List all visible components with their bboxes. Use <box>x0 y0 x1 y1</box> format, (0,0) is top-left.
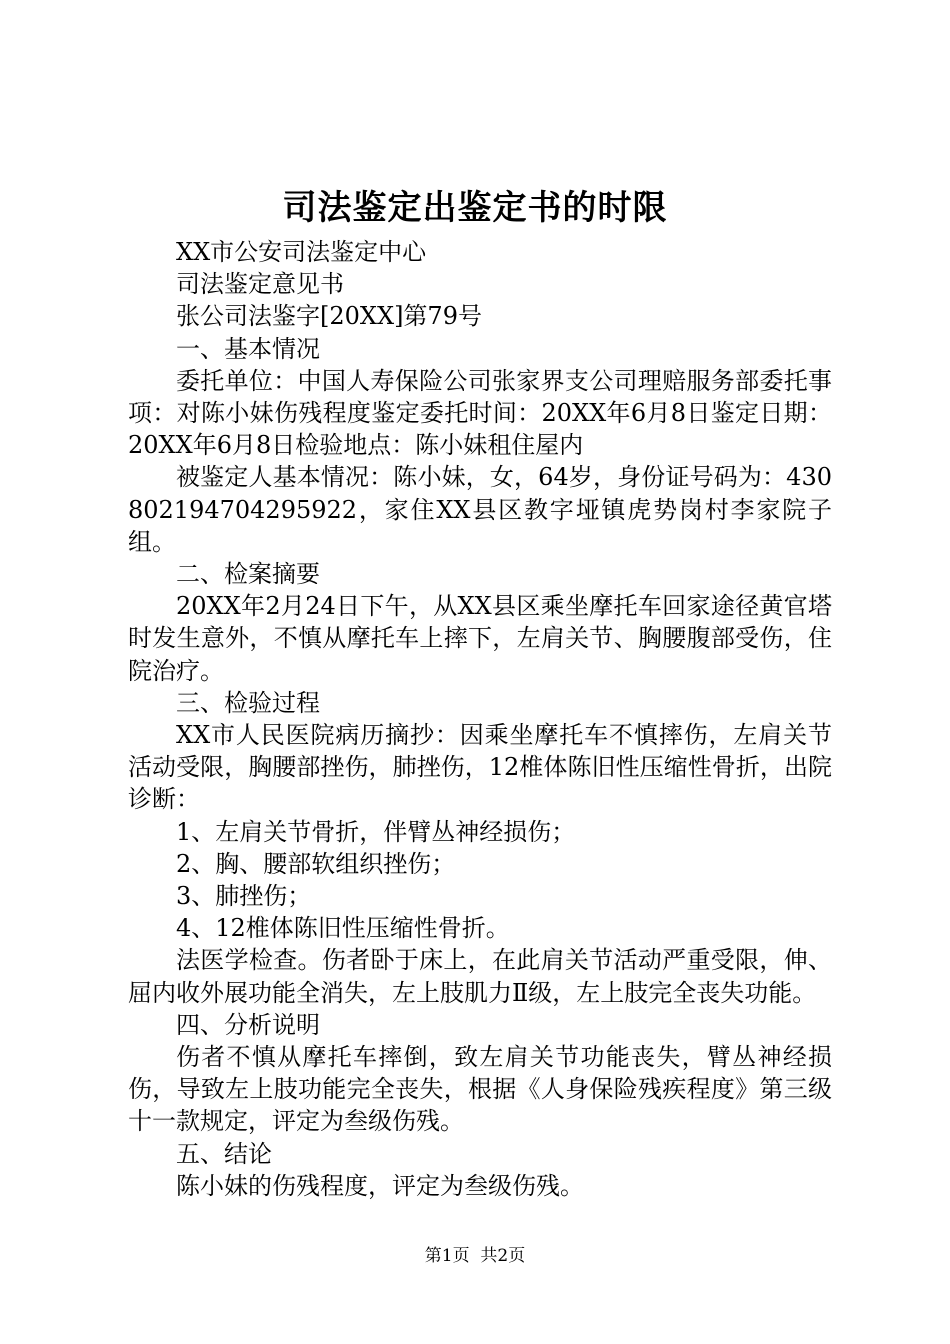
list-item-diagnosis-4: 4、12椎体陈旧性压缩性骨折。 <box>176 914 510 943</box>
document-body <box>128 236 832 1202</box>
section-heading-inspection: 三、检验过程 <box>176 688 320 717</box>
paragraph-analysis: 伤者不慎从摩托车摔倒，致左肩关节功能丧失，臂丛神经损伤，导致左上肢功能完全丧失，根据《人身保险残疾程度》第三级十一款规定，评定为叁级伤残。 <box>128 1043 832 1136</box>
paragraph-org: XX市公安司法鉴定中心 <box>176 238 427 266</box>
paragraph-case-summary: 20XX年2月24日下午，从XX县区乘坐摩托车回家途径黄官塔时发生意外，不慎从摩托车上摔下，左肩关节、胸腰腹部受伤，住院治疗。 <box>128 592 832 685</box>
paragraph-commission: 委托单位：中国人寿保险公司张家界支公司理赔服务部委托事项：对陈小妹伤残程度鉴定委托时间：20XX年6月8日鉴定日期：20XX年6月8日检验地点：陈小妹租住屋内 <box>128 366 832 460</box>
page-number-label: 第1页 共2页 <box>424 1246 526 1266</box>
section-heading-analysis: 四、分析说明 <box>176 1010 320 1039</box>
section-heading-conclusion: 五、结论 <box>176 1139 272 1168</box>
list-item-diagnosis-1: 1、左肩关节骨折，伴臂丛神经损伤； <box>176 817 576 846</box>
paragraph-medical-record: XX市人民医院病历摘抄：因乘坐摩托车不慎摔伤，左肩关节活动受限，胸腰部挫伤，肺挫伤，12椎体陈旧性压缩性骨折，出院诊断： <box>128 721 832 814</box>
document-title: 司法鉴定出鉴定书的时限 <box>282 188 668 228</box>
paragraph-forensic-exam: 法医学检查。伤者卧于床上，在此肩关节活动严重受限，伸、屈内收外展功能全消失，左上肢肌力Ⅱ级，左上肢完全丧失功能。 <box>128 946 832 1007</box>
list-item-diagnosis-2: 2、胸、腰部软组织挫伤； <box>176 849 456 878</box>
list-item-diagnosis-3: 3、肺挫伤； <box>176 882 312 911</box>
section-heading-basic-info: 一、基本情况 <box>176 334 320 363</box>
page-footer <box>0 1244 950 1268</box>
paragraph-conclusion: 陈小妹的伤残程度，评定为叁级伤残。 <box>176 1171 584 1200</box>
paragraph-subject-info: 被鉴定人基本情况：陈小妹，女，64岁，身份证号码为：430802194704295922，家住XX县区教字垭镇虎势岗村李家院子组。 <box>128 463 832 556</box>
paragraph-doc-number: 张公司法鉴字[20XX]第79号 <box>176 302 482 331</box>
section-heading-case-summary: 二、检案摘要 <box>176 560 320 589</box>
paragraph-doc-type: 司法鉴定意见书 <box>176 270 344 299</box>
